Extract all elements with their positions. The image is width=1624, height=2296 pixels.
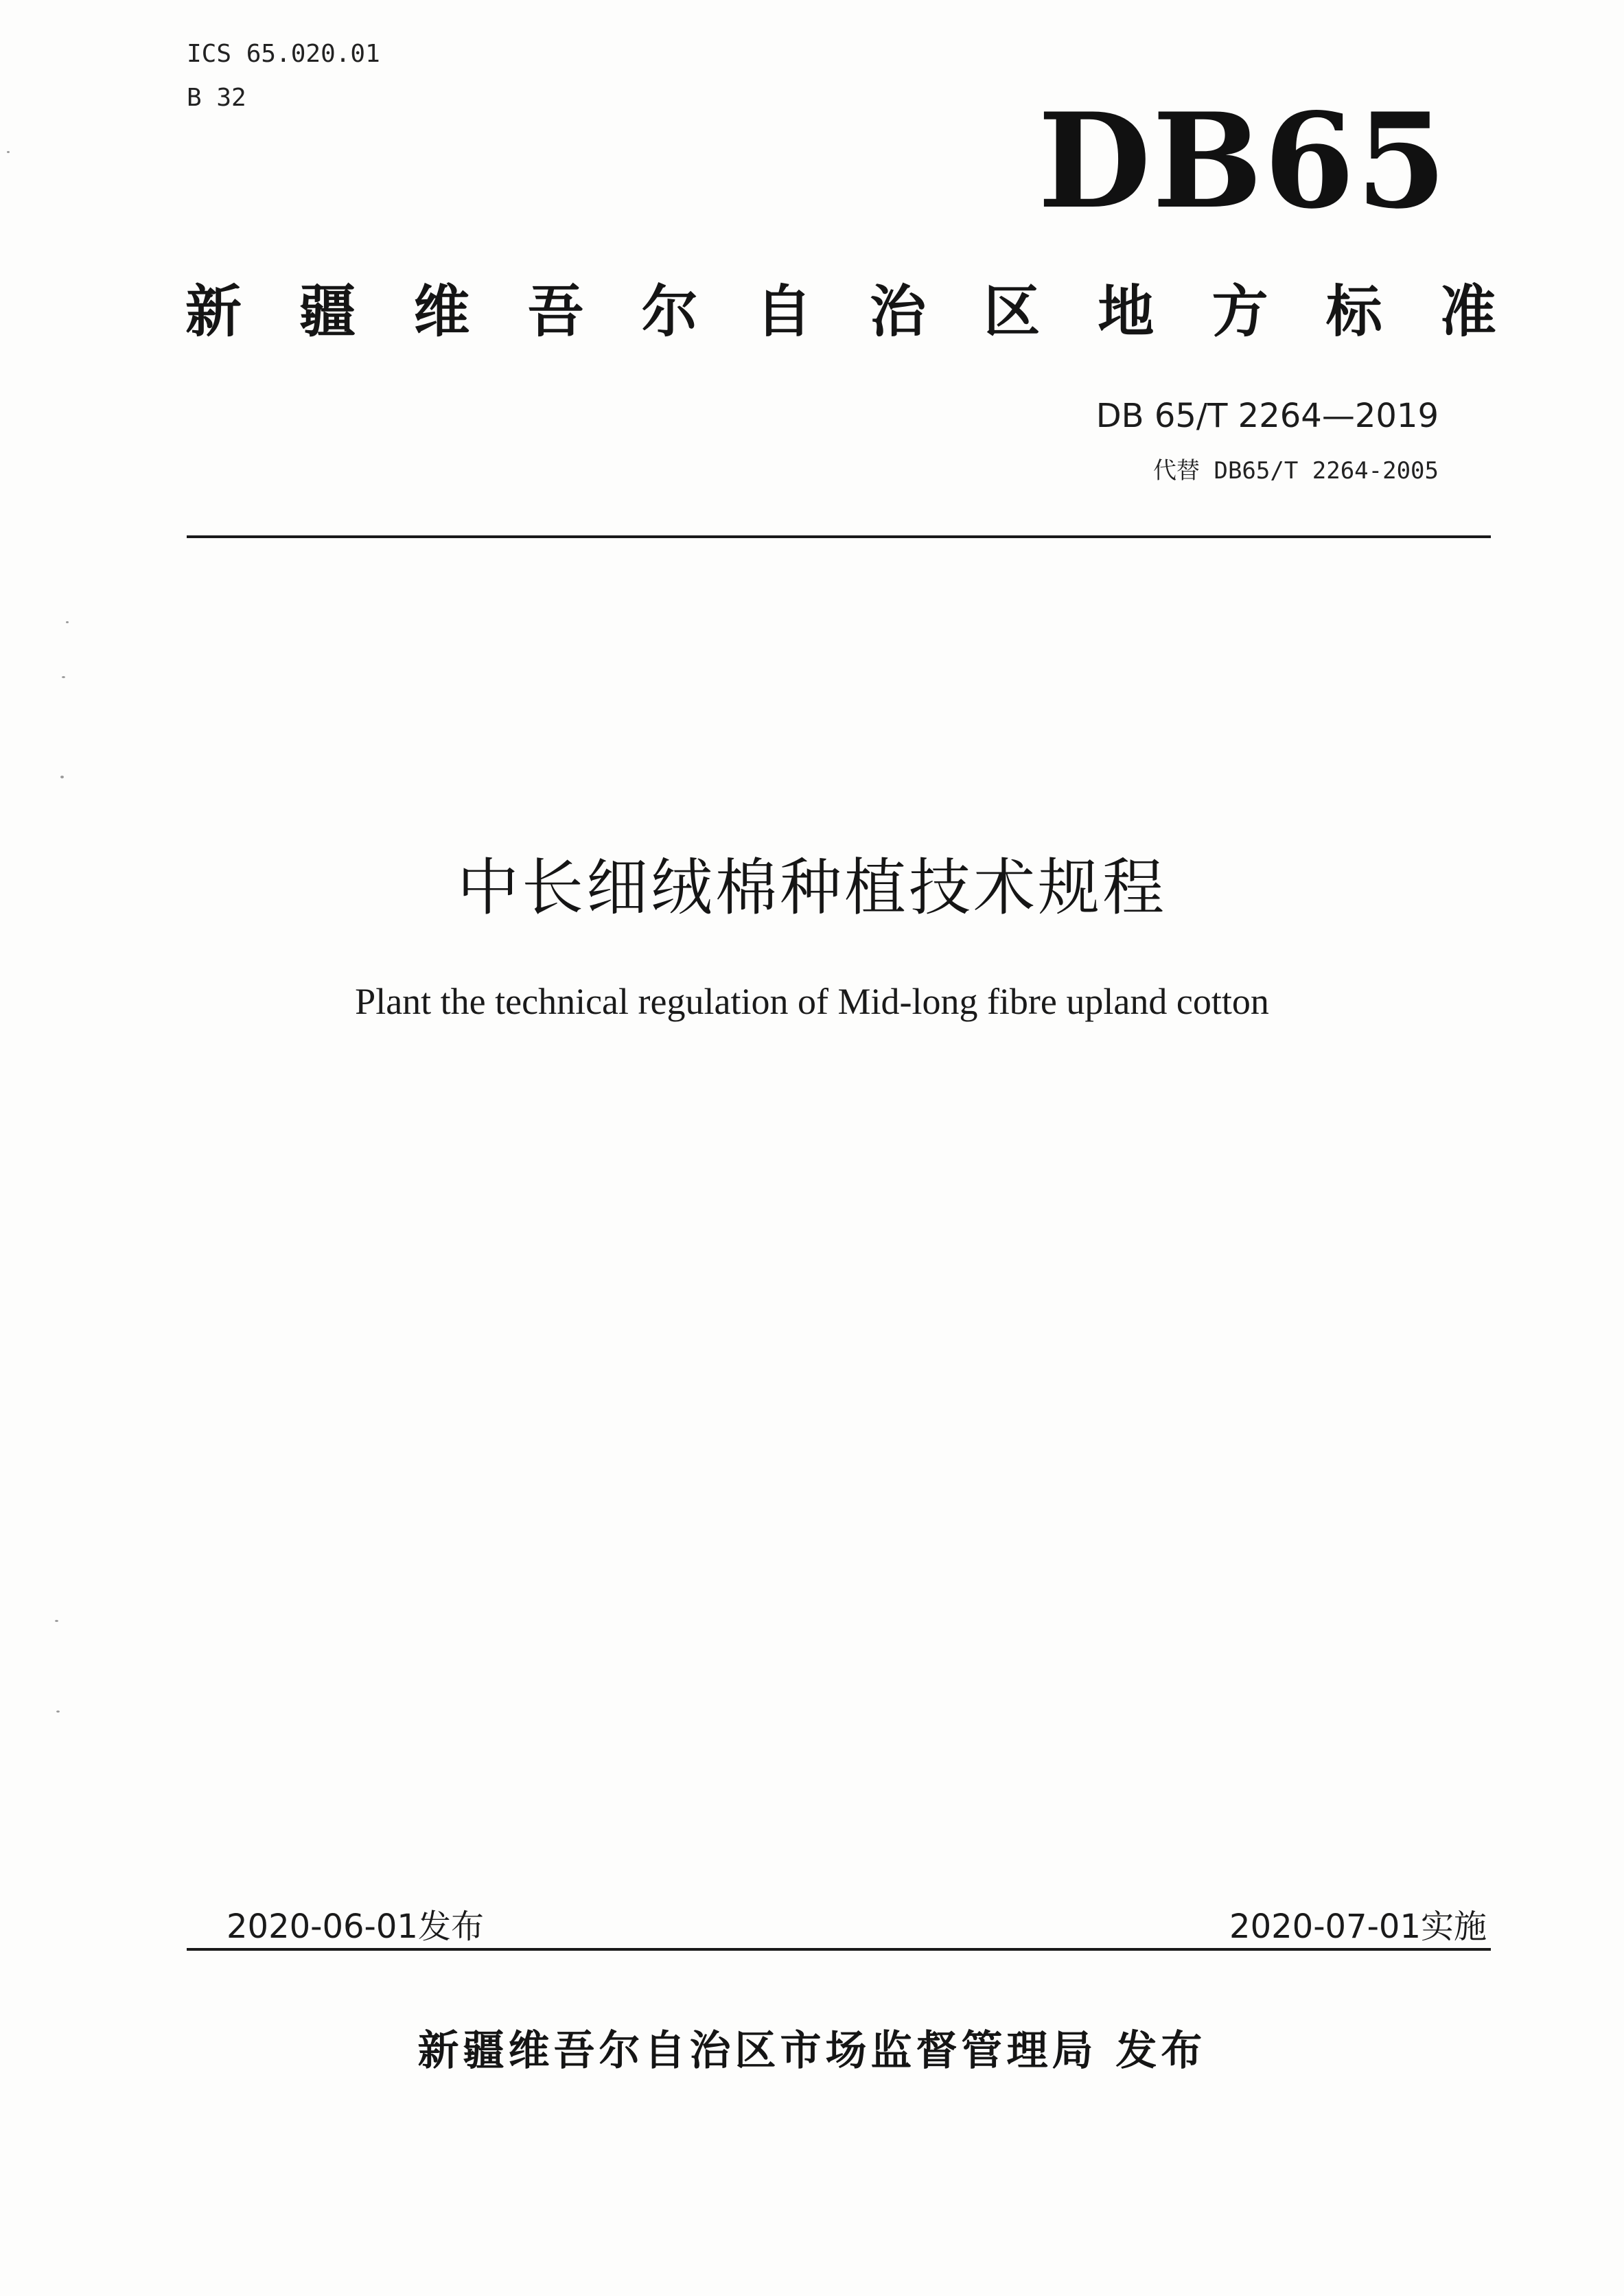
scan-speck bbox=[55, 1620, 58, 1622]
standard-type-char: 维 bbox=[413, 279, 470, 345]
standard-type-char: 吾 bbox=[527, 279, 584, 345]
standard-type-char: 方 bbox=[1211, 279, 1268, 345]
scan-speck bbox=[60, 776, 64, 778]
standard-type-char: 准 bbox=[1439, 279, 1496, 345]
bottom-divider bbox=[187, 1948, 1491, 1951]
standard-type-heading bbox=[185, 278, 1496, 347]
publish-date: 2020-06-01发布 bbox=[227, 1907, 484, 1946]
standard-type-char: 尔 bbox=[641, 279, 698, 345]
scan-speck bbox=[62, 676, 65, 678]
standard-type-char: 标 bbox=[1325, 279, 1382, 345]
issuing-authority: 新疆维吾尔自治区市场监督管理局 发布 bbox=[417, 2027, 1207, 2075]
document-title-en: Plant the technical regulation of Mid-long fibre upland cotton bbox=[355, 981, 1269, 1022]
standard-type-char: 自 bbox=[755, 279, 812, 345]
standard-type-char: 地 bbox=[1098, 279, 1155, 345]
scan-speck bbox=[56, 1711, 60, 1713]
classification-code: B 32 bbox=[187, 84, 246, 112]
standard-type-char: 疆 bbox=[299, 279, 356, 345]
replaces-standard: 代替 DB65/T 2264-2005 bbox=[1153, 457, 1439, 485]
standard-type-char: 治 bbox=[870, 279, 927, 345]
ics-code: ICS 65.020.01 bbox=[187, 40, 380, 68]
db65-logo: DB65 bbox=[1038, 84, 1448, 237]
scan-speck bbox=[7, 151, 10, 153]
implementation-date: 2020-07-01实施 bbox=[1229, 1907, 1487, 1946]
standard-type-char: 区 bbox=[984, 279, 1041, 345]
document-title-zh: 中长细绒棉种植技术规程 bbox=[457, 852, 1167, 924]
top-divider bbox=[187, 535, 1491, 538]
standard-number: DB 65/T 2264—2019 bbox=[1095, 397, 1439, 435]
standard-type-char: 新 bbox=[185, 279, 242, 345]
scan-speck bbox=[66, 621, 69, 623]
